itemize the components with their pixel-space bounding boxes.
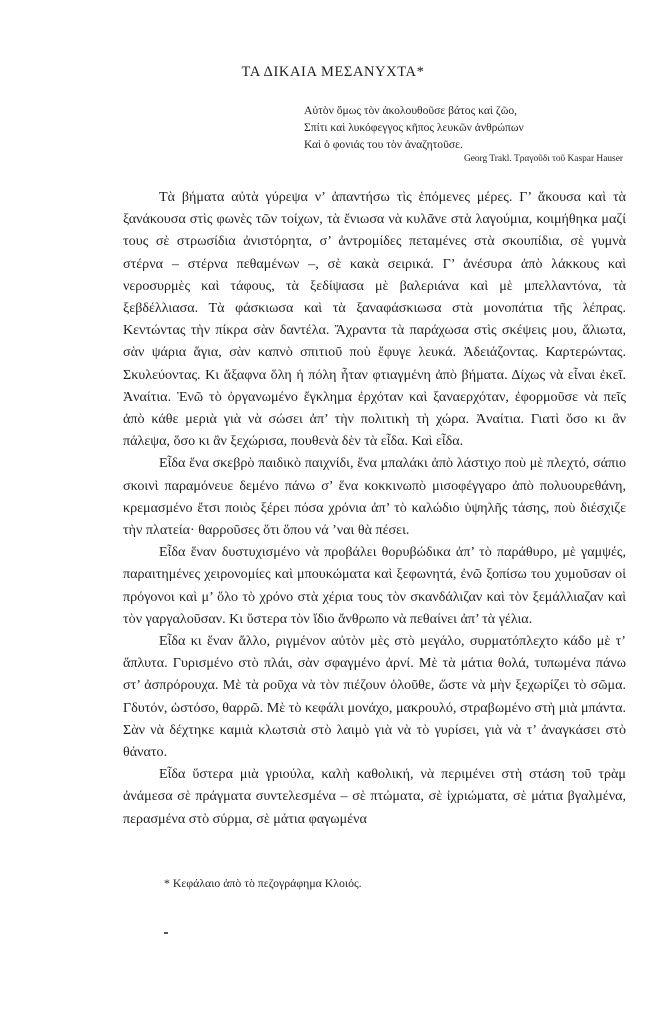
- epigraph-line: Σπίτι καὶ λυκόφεγγος κῆπος λευκῶν ἀνθρώπων: [304, 121, 524, 134]
- epigraph-line: Αὐτὸν ὅμως τὸν ἀκολουθοῦσε βάτος καὶ ζῶο,: [304, 104, 518, 117]
- body-text: [123, 186, 626, 830]
- chapter-title: ΤΑ ΔΙΚΑΙΑ ΜΕΣΑΝΥΧΤΑ*: [241, 64, 425, 80]
- paragraph: Εἶδα κι ἕναν ἄλλο, ριγμένον αὐτὸν μὲς στὸ μεγάλο, συρματόπλεχτο κάδο μὲ τ’ ἄπλυτα. Γυρισμένο στὸ πλάι, σὰν σφαγμένο ἀρνί. Μὲ τὰ μάτια θολά, τυπωμένα πάνω στ’ ἀσπρόρουχα. Μὲ τὰ ροῦχα νὰ τὸν πιέζουν ὁλοῦθε, ὥστε νὰ μὴν ξεχωρίζει τὸ σῶμα. Γδυτόν, ὡστόσο, θαρρῶ. Μὲ τὸ κεφάλι μονάχο, μακρουλό, στραβωμένο στὴ μιὰ μπάντα. Σὰν νὰ δέχτηκε καμιὰ κλωτσιὰ στὸ λαιμὸ γιὰ νὰ τὸ γυρίσει, γιὰ νὰ τ’ ἀναγκάσει στὸ θάνατο.: [123, 633, 626, 761]
- footnote: * Κεφάλαιο ἀπὸ τὸ πεζογράφημα Κλοιός.: [164, 876, 362, 890]
- epigraph-source: Georg Trakl. Τραγοῦδι τοῦ Kaspar Hauser: [463, 154, 623, 164]
- epigraph-line: Καὶ ὁ φονιάς του τὸν ἀναζητοῦσε.: [304, 138, 463, 151]
- paragraph: Εἶδα ἕναν δυστυχισμένο νὰ προβάλει θορυβώδικα ἀπ’ τὸ παράθυρο, μὲ γαμψές, παραιτημένες χειρονομίες καὶ μπουκώματα καὶ ξεφωνητά, ἐνῶ ξοπίσω του χυμοῦσαν οἱ πρόγονοι καὶ μ’ ὅλο τὸ χρόνο στὰ χέρια τους τὸν σκανδάλιζαν καὶ τὸν ξεμάλλιαζαν καὶ τὸν γαργαλοῦσαν. Κι ὕστερα τὸν ἴδιο ἄνθρωπο νὰ πεθαίνει ἀπ’ τὰ γέλια.: [123, 544, 626, 627]
- paragraph: Εἶδα ὕστερα μιὰ γριούλα, καλὴ καθολική, νὰ περιμένει στὴ στάση τοῦ τρὰμ ἀνάμεσα σὲ πράγματα συντελεσμένα – σὲ πτώματα, σὲ ἰχριώματα, σὲ μάτια βγαλμένα, περασμένα στὸ σύρμα, σὲ μάτια φαγωμένα: [123, 766, 626, 827]
- paragraph: Τὰ βήματα αὐτὰ γύρεψα ν’ ἀπαντήσω τὶς ἑπόμενες μέρες. Γ’ ἄκουσα καὶ τὰ ξανάκουσα στὶς φωνὲς τῶν τοίχων, τὰ ἔνιωσα νὰ κυλᾶνε στὰ λαγούμια, κοιμήθηκα μαζί τους σὲ στρωσίδια ἀνιστόρητα, σ’ ἀντρομίδες πεταμένες στὰ σκουπίδια, σὲ γυμνὰ στέρνα – στέρνα πεθαμένων –, σὲ κακὰ σειρικά. Γ’ ἀνέσυρα ἀπὸ λάκκους καὶ νεροσυρμὲς καὶ τάφους, τὰ ξεδίψασα μὲ βαλεριάνα καὶ μὲ μπελλαντόνα, τὰ ξεβδέλλιασα. Τὰ φάσκιωσα καὶ τὰ ξαναφάσκιωσα στὰ μονοπάτια τῆς λέπρας. Κεντώντας τὴν πίκρα σὰν δαντέλα. Ἄχραντα τὰ παράχωσα στὶς σκέψεις μου, ἅλιωτα, σὰν ψάρια ἅγια, σὰν καπνὸ σπιτιοῦ ποὺ ἔφυγε λευκά. Ἀδειάζοντας. Καρτερώντας. Σκυλεύοντας. Κι ἄξαφνα ὅλη ἡ πόλη ἦταν φτιαγμένη ἀπὸ βήματα. Δίχως νὰ εἶναι ἐκεῖ. Ἀναίτια. Ἐνῶ τὸ ὀργανωμένο ἔγκλημα ἐρχόταν καὶ ξαναερχόταν, ἐφορμοῦσε νὰ πεῖς ἀπὸ κάθε μεριὰ γιὰ νὰ σώσει ἀπ’ τὴν πολιτικὴ τὴ χώρα. Ἀναίτια. Γιατὶ ὅσο κι ἂν πάλεψα, ὅσο κι ἂν ξεχώρισα, πουθενὰ δὲν τὰ εἶδα. Καὶ εἶδα.: [123, 189, 626, 450]
- paragraph: Εἶδα ἕνα σκεβρὸ παιδικὸ παιχνίδι, ἕνα μπαλάκι ἀπὸ λάστιχο ποὺ μὲ πλεχτό, σάπιο σκοινὶ παραμόνευε δεμένο πάνω σ’ ἕνα κοκκινωπὸ μισοφέγγαρο ἀπὸ πολυουρεθάνη, κρεμασμένο ἔτσι ποιὸς ξέρει πόσα χρόνια ἀπ’ τὸ καλώδιο ὑψηλῆς τάσης, ποὺ διέσχιζε τὴν πλατεία· θαρροῦσες ὅτι ὅπου νά ’ναι θὰ πέσει.: [123, 455, 626, 539]
- ink-speck: [164, 932, 168, 934]
- epigraph: [304, 102, 624, 153]
